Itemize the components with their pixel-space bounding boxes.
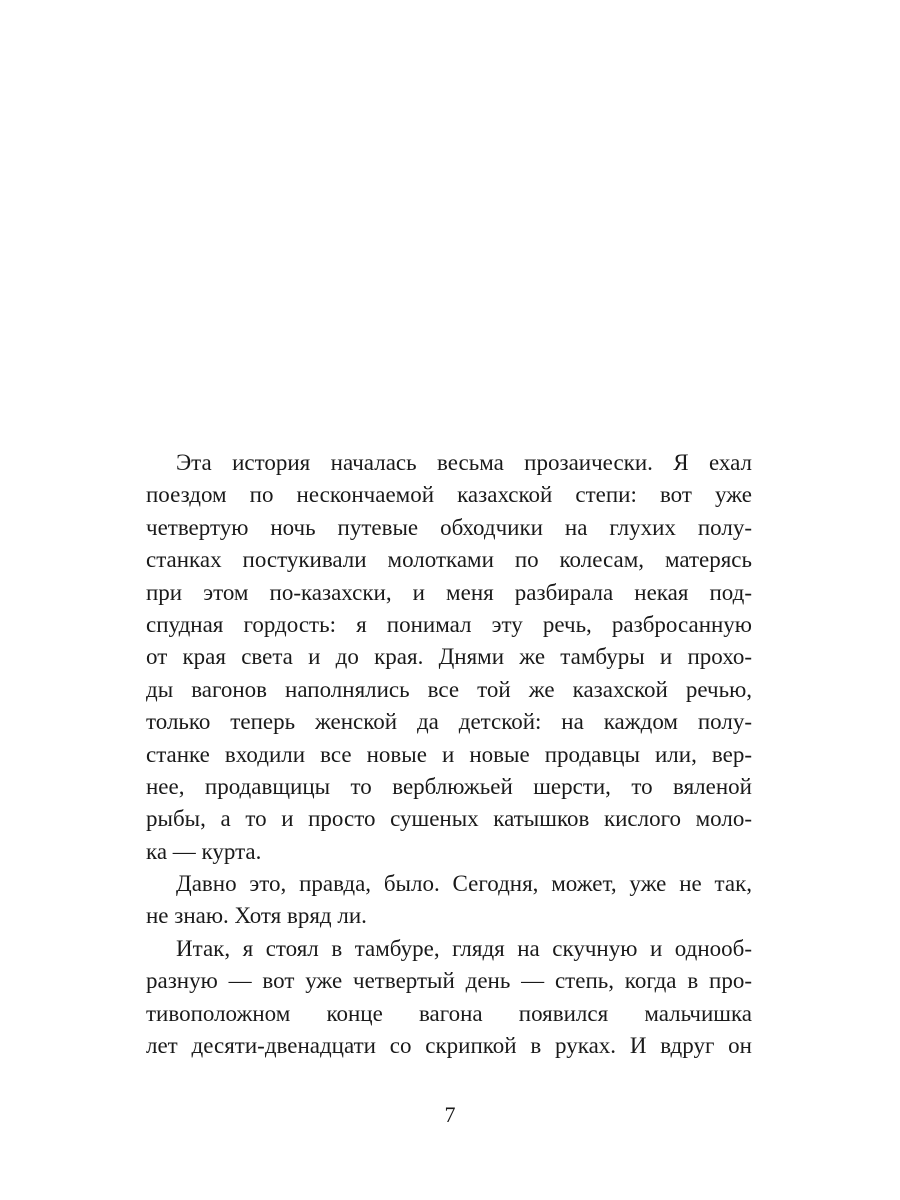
text-line: станке входили все новые и новые продавцы или, вер-: [146, 741, 752, 767]
paragraph: [146, 933, 752, 1063]
text-line: ка — курта.: [146, 838, 262, 864]
text-line: Давно это, правда, было. Сегодня, может, уже не так,: [176, 871, 752, 897]
text-line: не знаю. Хотя вряд ли.: [146, 903, 367, 929]
text-line: разную — вот уже четвертый день — степь, когда в про-: [146, 968, 752, 994]
text-line: только теперь женской да детской: на каждом полу-: [146, 709, 752, 735]
text-line: поездом по нескончаемой казахской степи: вот уже: [146, 482, 752, 508]
text-line: при этом по-казахски, и меня разбирала некая под-: [146, 579, 752, 605]
text-line: станках постукивали молотками по колесам, матерясь: [146, 547, 752, 573]
paragraph: [146, 868, 752, 933]
text-line: Итак, я стоял в тамбуре, глядя на скучную и однооб-: [176, 935, 752, 961]
text-line: лет десяти-двенадцати со скрипкой в руках. И вдруг он: [146, 1033, 752, 1059]
text-line: от края света и до края. Днями же тамбуры и прохо-: [146, 644, 752, 670]
text-line: Эта история началась весьма прозаически. Я ехал: [176, 450, 752, 475]
text-line: спудная гордость: я понимал эту речь, разбросанную: [146, 611, 752, 637]
text-line: тивоположном конце вагона появился мальчишка: [146, 1000, 752, 1026]
text-line: четвертую ночь путевые обходчики на глухих полу-: [146, 514, 752, 540]
text-line: ды вагонов наполнялись все той же казахской речью,: [146, 676, 752, 702]
text-line: нее, продавщицы то верблюжьей шерсти, то вяленой: [146, 773, 752, 799]
page-number: 7: [444, 1102, 456, 1127]
paragraph: [146, 447, 752, 868]
body-text: [146, 447, 752, 1062]
text-line: рыбы, а то и просто сушеных катышков кислого моло-: [146, 806, 752, 832]
